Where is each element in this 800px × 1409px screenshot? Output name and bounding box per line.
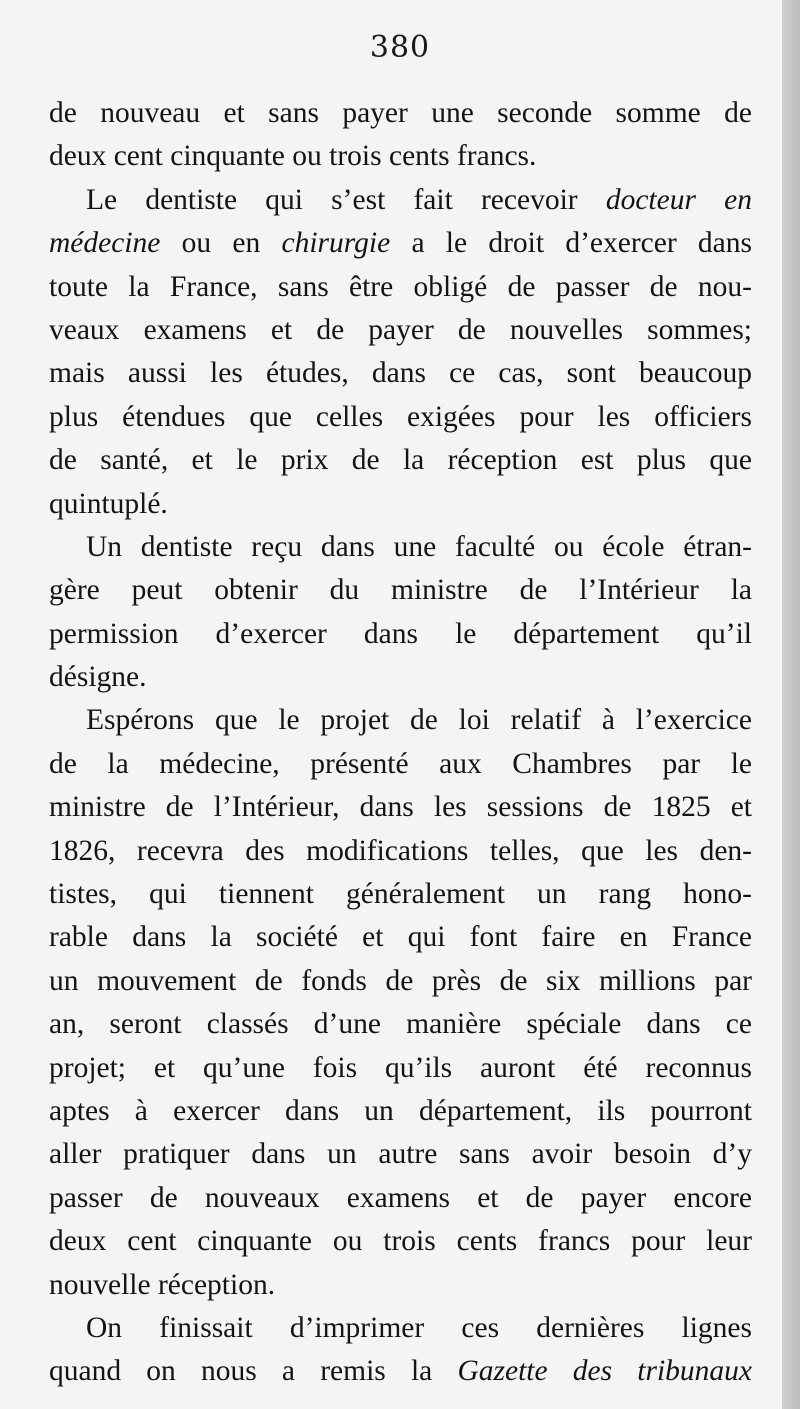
line-text: deux cent cinquante ou trois cents francs pour leur bbox=[49, 1225, 752, 1258]
line-text: ministre de l’Intérieur, dans les sessions de 1825 et bbox=[49, 791, 752, 824]
text-line bbox=[49, 830, 752, 873]
text-line bbox=[49, 699, 752, 742]
body-text bbox=[49, 92, 752, 1394]
line-text: de santé, et le prix de la réception est plus que bbox=[49, 444, 752, 477]
text-line bbox=[49, 1003, 752, 1046]
line-text: aptes à exercer dans un département, ils pourront bbox=[49, 1094, 752, 1127]
text-line bbox=[49, 396, 752, 439]
text-line bbox=[49, 526, 752, 569]
text-line bbox=[49, 786, 752, 829]
text-line bbox=[49, 916, 752, 959]
line-text: tistes, qui tiennent généralement un rang hono- bbox=[49, 878, 752, 911]
text-line bbox=[49, 1177, 752, 1220]
line-text: un mouvement de fonds de près de six millions par bbox=[49, 964, 752, 997]
text-line bbox=[49, 1090, 752, 1133]
text-line bbox=[49, 1307, 752, 1350]
text-line bbox=[49, 873, 752, 916]
text-line bbox=[49, 179, 752, 222]
line-text: aller pratiquer dans un autre sans avoir besoin d’y bbox=[49, 1138, 752, 1171]
text-line bbox=[49, 960, 752, 1003]
line-text: nouvelle réception. bbox=[49, 1268, 276, 1301]
text-line bbox=[49, 743, 752, 786]
line-text: a le droit d’exercer dans bbox=[390, 227, 753, 260]
line-text: permission d’exercer dans le département qu’il bbox=[49, 617, 752, 650]
italic-text: médecine bbox=[49, 227, 161, 260]
line-text: quintuplé. bbox=[49, 487, 168, 520]
italic-text: chirurgie bbox=[281, 227, 391, 260]
line-text: désigne. bbox=[49, 661, 147, 694]
page-number: 380 bbox=[369, 30, 431, 65]
text-line bbox=[49, 439, 752, 482]
text-line bbox=[49, 1264, 752, 1307]
line-text: ou en bbox=[160, 227, 282, 260]
line-text: quand on nous a remis la bbox=[49, 1355, 458, 1388]
line-text: de la médecine, présenté aux Chambres par le bbox=[49, 747, 752, 780]
text-line bbox=[49, 1047, 752, 1090]
page-edge bbox=[782, 0, 800, 1409]
text-line bbox=[49, 266, 752, 309]
line-text: projet; et qu’une fois qu’ils auront été reconnus bbox=[49, 1051, 752, 1084]
line-text: Un dentiste reçu dans une faculté ou école étran- bbox=[86, 530, 752, 563]
line-text: an, seront classés d’une manière spéciale dans ce bbox=[49, 1008, 752, 1041]
line-text: rable dans la société et qui font faire en France bbox=[49, 921, 752, 954]
line-text: Le dentiste qui s’est fait recevoir bbox=[86, 183, 606, 216]
text-line bbox=[49, 483, 752, 526]
line-text: 1826, recevra des modifications telles, que les den- bbox=[49, 834, 752, 867]
line-text: plus étendues que celles exigées pour les officiers bbox=[49, 400, 752, 433]
italic-text: Gazette des tribunaux bbox=[457, 1355, 753, 1388]
line-text: toute la France, sans être obligé de passer de nou- bbox=[49, 270, 752, 303]
text-line bbox=[49, 1220, 752, 1263]
line-text: veaux examens et de payer de nouvelles sommes; bbox=[49, 313, 752, 346]
line-text: mais aussi les études, dans ce cas, sont beaucoup bbox=[49, 357, 752, 390]
line-text: gère peut obtenir du ministre de l’Intérieur la bbox=[49, 574, 752, 607]
line-text: On finissait d’imprimer ces dernières lignes bbox=[86, 1311, 752, 1344]
text-line bbox=[49, 135, 752, 178]
text-line bbox=[49, 656, 752, 699]
line-text: deux cent cinquante ou trois cents francs. bbox=[49, 140, 537, 173]
line-text: passer de nouveaux examens et de payer encore bbox=[49, 1181, 752, 1214]
text-line bbox=[49, 613, 752, 656]
line-text: de nouveau et sans payer une seconde somme de bbox=[49, 97, 752, 129]
text-line bbox=[49, 92, 752, 135]
text-line bbox=[49, 222, 752, 265]
text-line bbox=[49, 309, 752, 352]
text-line bbox=[49, 1133, 752, 1176]
text-line bbox=[49, 1350, 752, 1393]
text-line bbox=[49, 352, 752, 395]
text-line bbox=[49, 569, 752, 612]
line-text: Espérons que le projet de loi relatif à l’exercice bbox=[86, 704, 752, 737]
italic-text: docteur en bbox=[605, 183, 752, 216]
